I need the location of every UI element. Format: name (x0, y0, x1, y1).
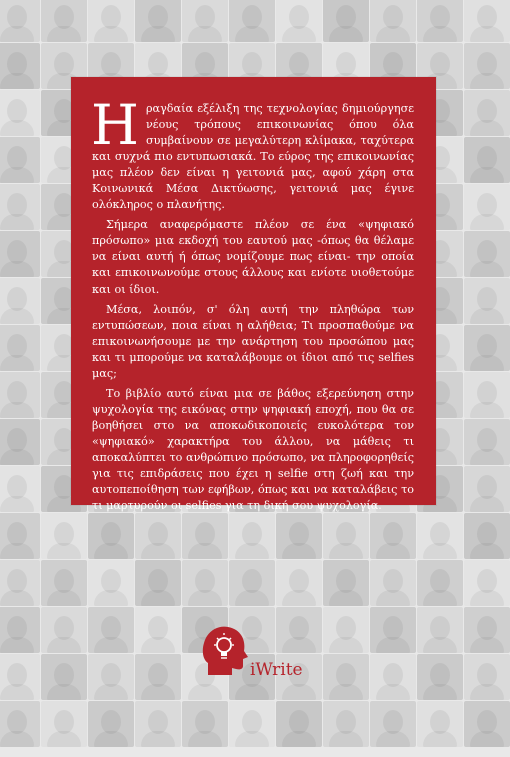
portrait-tile (182, 0, 228, 42)
portrait-tile (41, 607, 87, 653)
portrait-tile (323, 654, 369, 700)
portrait-tile (464, 0, 510, 42)
portrait-tile (417, 513, 463, 559)
portrait-tile (0, 419, 40, 465)
portrait-tile (464, 372, 510, 418)
portrait-tile (0, 137, 40, 183)
portrait-tile (417, 654, 463, 700)
portrait-tile (464, 184, 510, 230)
portrait-tile (135, 513, 181, 559)
portrait-tile (0, 654, 40, 700)
portrait-tile (276, 0, 322, 42)
portrait-tile (229, 513, 275, 559)
portrait-tile (370, 701, 416, 747)
portrait-tile (135, 0, 181, 42)
portrait-tile (323, 0, 369, 42)
portrait-tile (417, 701, 463, 747)
paragraph-2: Σήμερα αναφερόμαστε πλέον σε ένα «ψηφιακό πρόσωπο» μια εκδοχή του εαυτού μας -όπως θα θέλαμε να είναι αυτή ή όπως νομίζουμε πως είναι- την οποία και επικοινωνούμε στους άλλους και ενίοτε υιοθετούμε και οι ίδιοι. (92, 218, 414, 296)
portrait-tile (0, 325, 40, 371)
portrait-tile (0, 278, 40, 324)
portrait-tile (0, 466, 40, 512)
portrait-tile (370, 560, 416, 606)
portrait-tile (464, 560, 510, 606)
portrait-tile (464, 137, 510, 183)
portrait-tile (464, 701, 510, 747)
portrait-tile (323, 607, 369, 653)
blurb-text (91, 93, 414, 518)
portrait-tile (41, 560, 87, 606)
logo-wordmark: iWrite (250, 660, 303, 680)
portrait-tile (370, 654, 416, 700)
portrait-tile (464, 466, 510, 512)
portrait-tile (88, 701, 134, 747)
portrait-tile (0, 0, 40, 42)
portrait-tile (323, 513, 369, 559)
portrait-tile (88, 560, 134, 606)
portrait-tile (135, 560, 181, 606)
paragraph-1-text: ραγδαία εξέλιξη της τεχνολογίας δημιούργησε νέους τρόπους επικοινωνίας όπου όλα συμβαίνουν σε μεγαλύτερη κλίμακα, ταχύτερα και συχνά πιο εντυπωσιακά. Το εύρος της επικοινωνίας μας πλέον δεν είναι η γειτονιά μας, αφού χάρη στα Κοινωνικά Μέσα Δικτύωσης, γειτονιά μας έγινε ολόκληρος ο πλανήτης. (92, 102, 414, 212)
portrait-tile (41, 0, 87, 42)
portrait-tile (0, 43, 40, 89)
portrait-tile (464, 513, 510, 559)
portrait-tile (370, 513, 416, 559)
portrait-tile (0, 607, 40, 653)
portrait-tile (464, 654, 510, 700)
portrait-tile (417, 607, 463, 653)
portrait-tile (88, 0, 134, 42)
portrait-tile (417, 0, 463, 42)
portrait-tile (323, 701, 369, 747)
portrait-tile (323, 560, 369, 606)
portrait-tile (464, 278, 510, 324)
portrait-tile (0, 184, 40, 230)
portrait-tile (41, 701, 87, 747)
paragraph-4: Το βιβλίο αυτό είναι μια σε βάθος εξερεύνηση στην ψυχολογία της εικόνας στην ψηφιακή εποχή, που θα σε βοηθήσει στο να αποκωδικοποιείς ευκολότερα τον «ψηφιακό» χαρακτήρα του άλλου, να μάθεις τι αποκαλύπτει το ανθρώπινο πρόσωπο, να πληροφορηθείς για τις επιδράσεις που έχει η selfie στη ζωή και την αυτοπεποίθηση των εφήβων, όπως και να καταλάβεις το τι μαρτυρούν οι selfies για τη δική σου ψυχολογία. (92, 386, 414, 513)
portrait-tile (135, 701, 181, 747)
drop-cap: Η (91, 93, 139, 157)
portrait-tile (276, 513, 322, 559)
portrait-tile (464, 90, 510, 136)
portrait-tile (0, 231, 40, 277)
portrait-tile (41, 654, 87, 700)
portrait-tile (182, 560, 228, 606)
portrait-tile (464, 325, 510, 371)
portrait-tile (135, 654, 181, 700)
portrait-tile (464, 231, 510, 277)
blurb-panel (71, 77, 436, 513)
portrait-tile (229, 0, 275, 42)
portrait-tile (135, 607, 181, 653)
portrait-tile (0, 90, 40, 136)
portrait-tile (229, 560, 275, 606)
portrait-tile (0, 372, 40, 418)
portrait-tile (370, 607, 416, 653)
portrait-tile (464, 607, 510, 653)
portrait-tile (88, 607, 134, 653)
portrait-tile (464, 419, 510, 465)
portrait-tile (88, 654, 134, 700)
portrait-tile (276, 560, 322, 606)
paragraph-3: Μέσα, λοιπόν, σ' όλη αυτή την πληθώρα των εντυπώσεων, ποια είναι η αλήθεια; Τι προσπαθούμε να επικοινωνήσουμε με την ανάρτηση του προσώπου μας και τι μπορούμε να καταλάβουμε οι ίδιοι από τις selfies μας; (92, 302, 414, 380)
portrait-tile (0, 513, 40, 559)
portrait-tile (370, 0, 416, 42)
portrait-tile (182, 513, 228, 559)
portrait-tile (229, 701, 275, 747)
portrait-tile (464, 43, 510, 89)
portrait-tile (0, 560, 40, 606)
portrait-tile (0, 701, 40, 747)
portrait-tile (417, 560, 463, 606)
portrait-tile (88, 513, 134, 559)
portrait-tile (276, 701, 322, 747)
portrait-tile (41, 513, 87, 559)
portrait-tile (182, 701, 228, 747)
paragraph-1 (91, 93, 414, 213)
